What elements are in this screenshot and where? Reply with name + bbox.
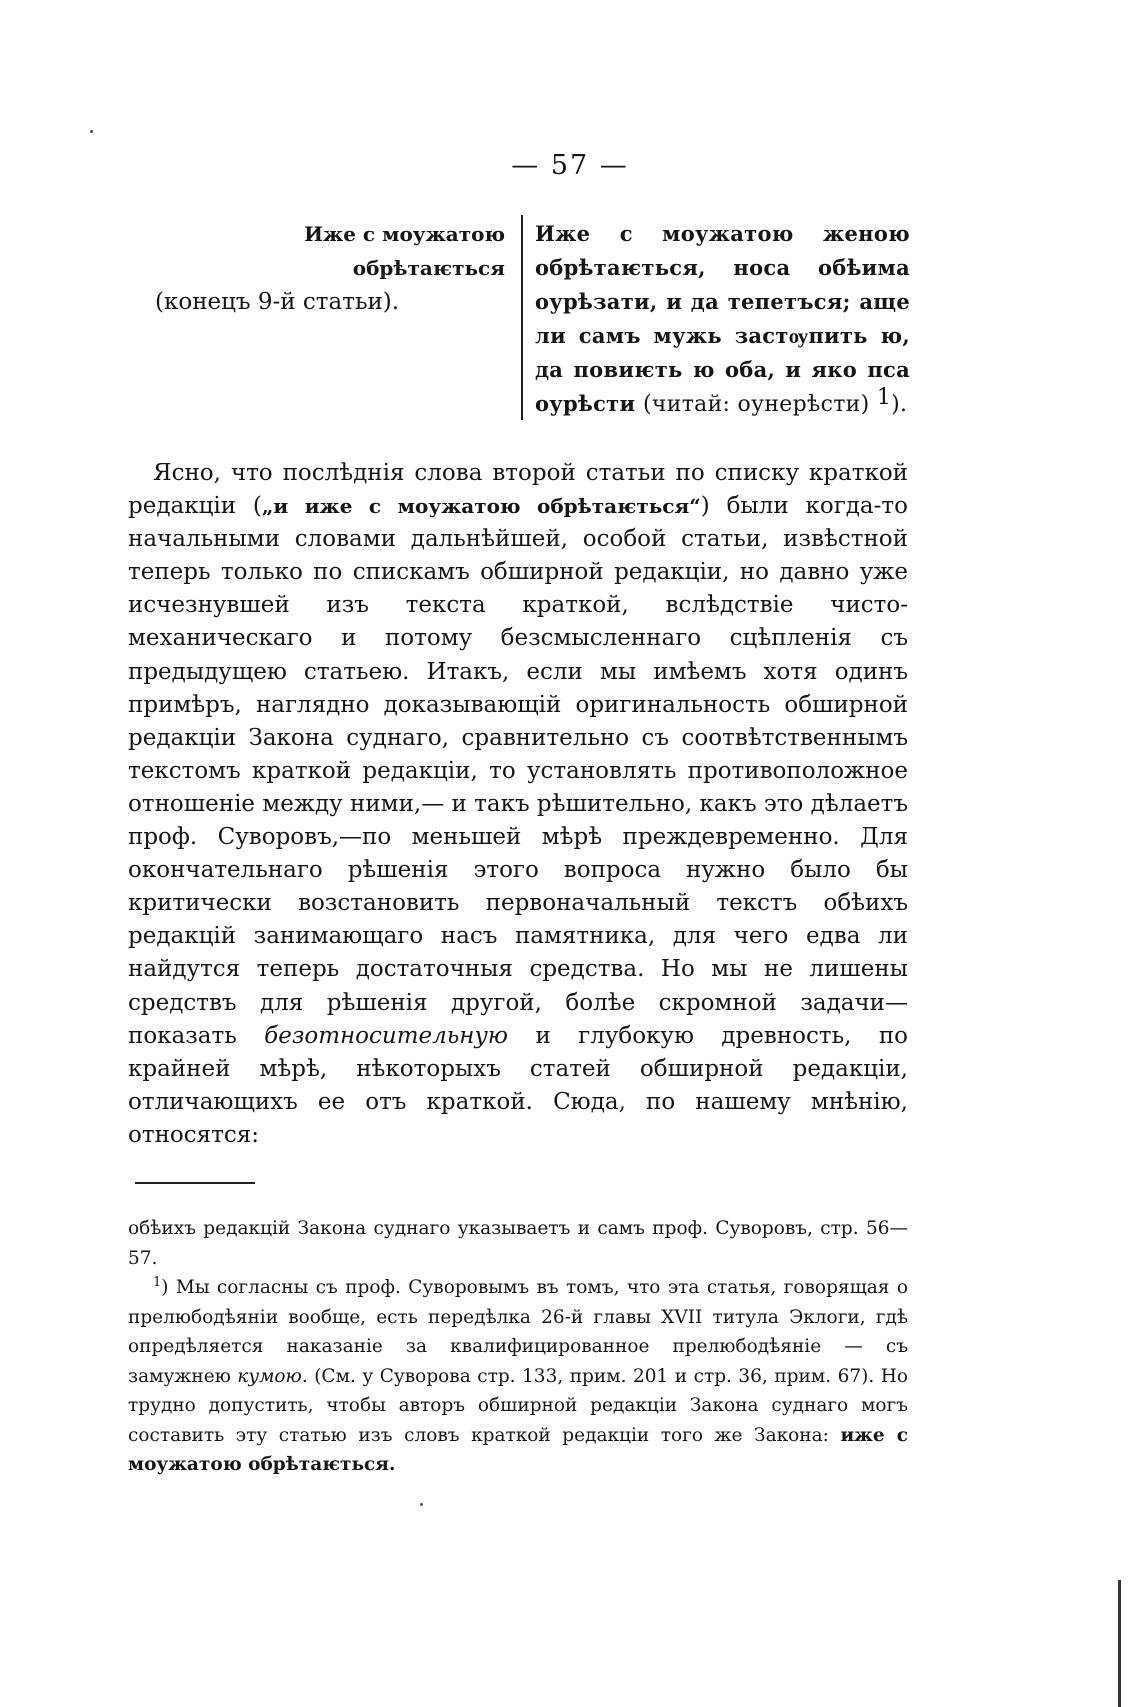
footnote-continuation: обѣихъ редакцій Закона суднаго указываетъ и самъ проф. Суворовъ, стр. 56—57. xyxy=(128,1218,908,1269)
footnote-1-text-b: . (См. у Суворова стр. 133, прим. 201 и стр. 36, прим. 67). Но трудно допустить, чтобы авторъ обширной редакціи Закона суднаго могъ составить эту статью изъ словъ краткой редакціи того же Закона: xyxy=(128,1365,908,1446)
footnote-1-italic: кумою xyxy=(237,1365,302,1387)
left-column xyxy=(155,217,505,319)
left-slavonic-text: Иже с моужатою обрѣтаѥться xyxy=(304,222,505,280)
footnote-1-slavonic: иже с моужатою обрѣтаѥться. xyxy=(128,1424,908,1475)
right-slavonic-text: Иже с моужатою женою обрѣтаѥться, носа обѣима оурѣзати, и да тепетъся; аще ли самъ мужь застѹпить ю, да повиѥть ю оба, и яко пса оурѣсти xyxy=(535,221,910,416)
paragraph-part-2: ) были когда-то начальными словами дальнѣйшей, особой статьи, извѣстной теперь только по спискамъ обширной редакціи, но давно уже исчезнувшей изъ текста краткой, вслѣдствіе чисто-механическаго и потому безсмысленнаго сцѣпленія съ предыдущею статьею. Итакъ, если мы имѣемъ хотя одинъ примѣръ, наглядно доказывающій оригинальность обширной редакціи Закона суднаго, сравнительно съ соотвѣтственнымъ текстомъ краткой редакціи, то установлять противоположное отношеніе между ними,— и такъ рѣшительно, какъ это дѣлаетъ проф. Суворовъ,—по меньшей мѣрѣ преждевременно. Для окончательнаго рѣшенія этого вопроса нужно было бы критически возстановить первоначальный текстъ обѣихъ редакцій занимающаго насъ памятника, для чего едва ли найдутся теперь достаточныя средства. Но мы не лишены средствъ для рѣшенія другой, болѣе скромной задачи—показать xyxy=(128,493,908,1049)
scan-speck xyxy=(420,1503,423,1506)
scan-edge-mark xyxy=(1118,1580,1121,1707)
footnote-1-mark: 1 xyxy=(153,1275,162,1290)
paragraph-part-1: Ясно, что послѣднія слова второй статьи по списку краткой редакціи ( xyxy=(128,460,908,520)
footnote-reference-1: 1 xyxy=(876,385,892,410)
right-column-note: (читай: оунерѣсти) xyxy=(643,392,870,417)
column-divider xyxy=(521,215,523,420)
right-column xyxy=(535,217,910,422)
page-number: — 57 — xyxy=(511,150,629,181)
italic-term: безотносительную xyxy=(264,1022,509,1049)
footnote-1 xyxy=(128,1273,908,1480)
main-paragraph xyxy=(128,457,908,1152)
footnote-1-text-a: ) Мы согласны съ проф. Суворовымъ въ томъ, что эта статья, говорящая о прелюбодѣяніи вообще, есть передѣлка 26-й главы XVII титула Эклоги, гдѣ опредѣляется наказаніе за квалифицированное прелюбодѣяніе — съ замужнею xyxy=(128,1277,908,1387)
scan-speck xyxy=(90,130,93,133)
right-column-end: ). xyxy=(891,392,908,417)
footnotes xyxy=(128,1214,908,1480)
slavonic-quote: „и иже с моужатою обрѣтаѥться“ xyxy=(261,494,701,519)
footnote-separator xyxy=(135,1182,255,1184)
parallel-text-block xyxy=(155,215,910,425)
left-column-note: (конецъ 9-й статьи). xyxy=(155,289,400,315)
paragraph-part-3: и глубокую древность, по крайней мѣрѣ, нѣкоторыхъ статей обширной редакціи, отличающихъ ее отъ краткой. Сюда, по нашему мнѣнію, относятся: xyxy=(128,1022,909,1148)
